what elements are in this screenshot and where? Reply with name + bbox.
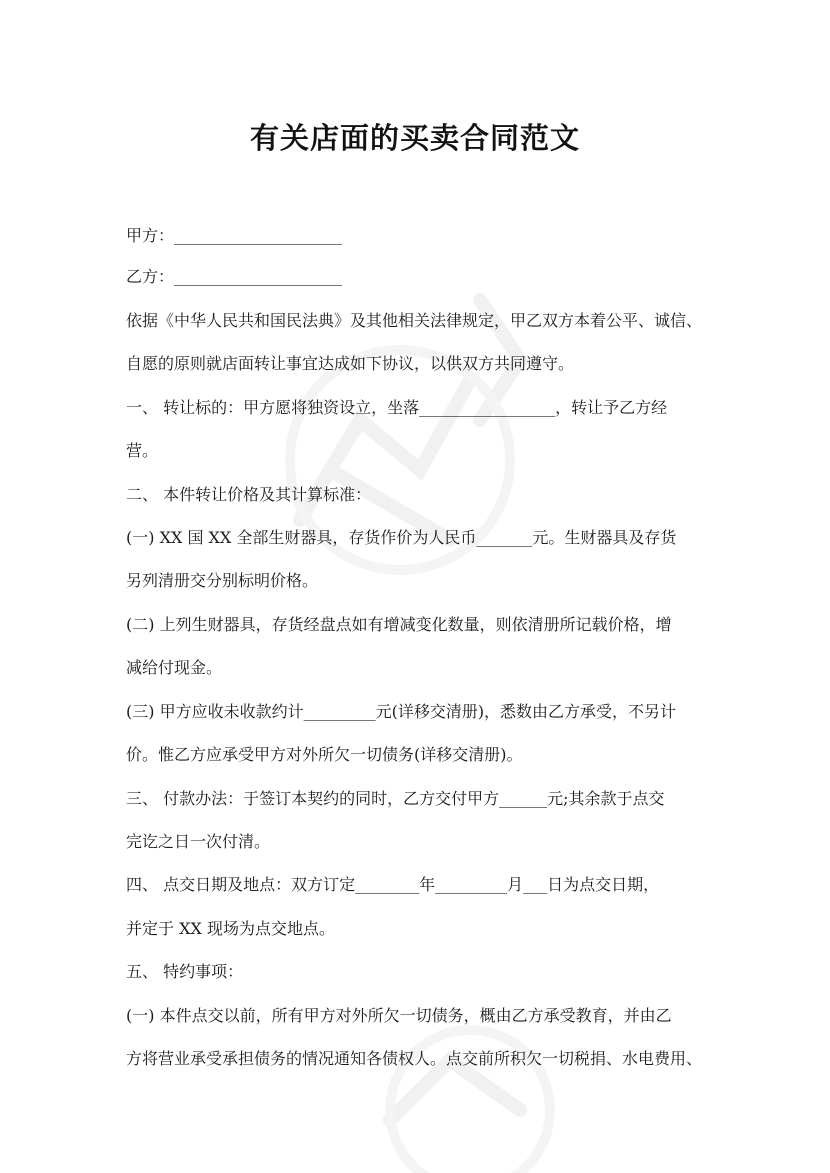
clause-2-item-2-line-2: 减给付现金。 [126,658,223,677]
clause-5-heading: 五、 特约事项： [126,962,244,981]
preamble-line-1: 依据《中华人民共和国民法典》及其他相关法律规定，甲乙双方本着公平、诚信、 [126,311,703,330]
preamble-line-2: 自愿的原则就店面转让事宜达成如下协议，以供双方共同遵守。 [126,354,575,373]
clause-2-item-3-line-1: (三) 甲方应收未收款约计_________元(详移交清册)，悉数由乙方承受，不另计 [126,702,677,721]
clause-5-item-1-line-1: (一) 本件点交以前，所有甲方对外所欠一切债务，概由乙方承受教育，并由乙 [126,1006,672,1025]
clause-2-item-2-line-1: (二) 上列生财器具，存货经盘点如有增减变化数量，则依清册所记载价格，增 [126,615,672,634]
clause-3-line-1: 三、 付款办法：于签订本契约的同时，乙方交付甲方______元;其余款于点交 [126,789,665,808]
party-a-line: 甲方：_____________________ [126,226,343,245]
contract-title: 有关店面的买卖合同范文 [249,121,580,155]
clause-3-line-2: 完讫之日一次付清。 [126,832,271,851]
clause-4-line-2: 并定于 XX 现场为点交地点。 [126,919,335,938]
clause-1-line-2: 营。 [126,441,159,460]
clause-2-item-3-line-2: 价。惟乙方应承受甲方对外所欠一切债务(详移交清册)。 [126,745,523,764]
clause-2-item-1-line-1: (一) XX 国 XX 全部生财器具，存货作价为人民币_______元。生财器具及存货 [126,528,677,547]
clause-4-line-1: 四、 点交日期及地点：双方订定________年_________月___日为点交日期， [126,875,660,894]
clause-1-line-1: 一、 转让标的：甲方愿将独资设立，坐落_________________，转让予乙方经 [126,398,668,417]
clause-5-item-1-line-2: 方将营业承受承担债务的情况通知各债权人。点交前所积欠一切税捐、水电费用、 [126,1049,703,1068]
clause-2-heading: 二、 本件转让价格及其计算标准： [126,485,372,504]
party-b-line: 乙方：_____________________ [126,267,343,286]
clause-2-item-1-line-2: 另列清册交分别标明价格。 [126,571,319,590]
